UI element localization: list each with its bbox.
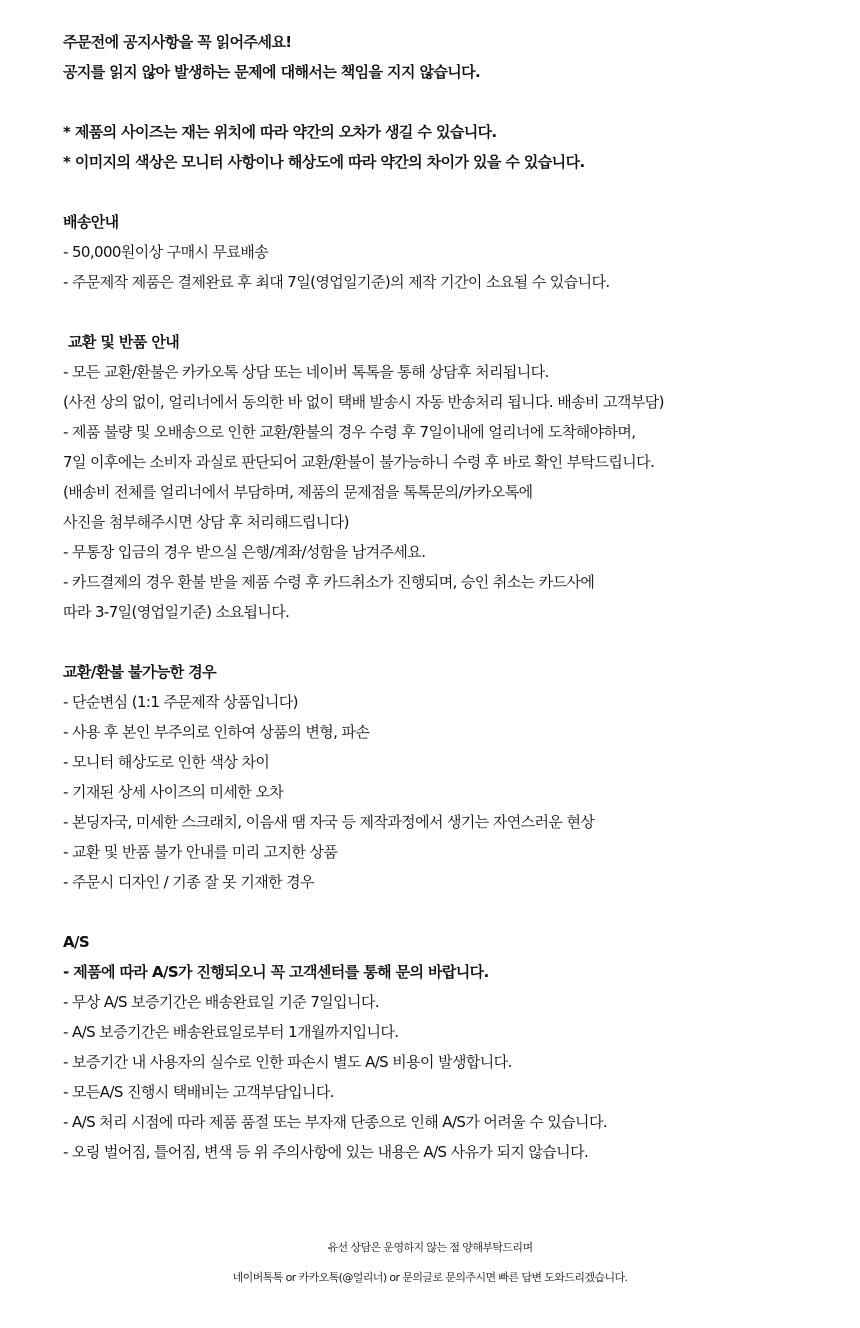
list-item: - 본딩자국, 미세한 스크래치, 이음새 땜 자국 등 제작과정에서 생기는 자연스러운 현상	[63, 813, 595, 831]
list-item: - 보증기간 내 사용자의 실수로 인한 파손시 별도 A/S 비용이 발생합니다.	[63, 1053, 512, 1071]
list-item: - 50,000원이상 구매시 무료배송	[63, 243, 269, 261]
list-item: - 기재된 상세 사이즈의 미세한 오차	[63, 783, 284, 801]
list-item: - 제품 불량 및 오배송으로 인한 교환/환불의 경우 수령 후 7일이내에 얼리너에 도착해야하며,	[63, 423, 636, 441]
list-item: - 사용 후 본인 부주의로 인하여 상품의 변형, 파손	[63, 723, 370, 741]
section-heading-shipping: 배송안내	[63, 213, 119, 231]
exchange-section	[63, 327, 843, 627]
list-item: - 무통장 입금의 경우 받으실 은행/계좌/성함을 남겨주세요.	[63, 543, 426, 561]
intro-line-1: 주문전에 공지사항을 꼭 읽어주세요!	[63, 33, 292, 51]
list-item: - 주문시 디자인 / 기종 잘 못 기재한 경우	[63, 873, 314, 891]
spacer	[63, 897, 843, 927]
list-item: - A/S 보증기간은 배송완료일로부터 1개월까지입니다.	[63, 1023, 399, 1041]
list-item: - 카드결제의 경우 환불 받을 제품 수령 후 카드취소가 진행되며, 승인 취소는 카드사에	[63, 573, 595, 591]
closing-line-2: 네이버톡톡 or 카카오톡(@얼리너) or 문의글로 문의주시면 빠른 답변 도와드리겠습니다.	[232, 1271, 628, 1284]
notice-body	[63, 27, 843, 1167]
not-allowed-section	[63, 657, 843, 897]
section-heading-exchange: 교환 및 반품 안내	[68, 333, 180, 351]
intro-line-2: 공지를 읽지 않아 발생하는 문제에 대해서는 책임을 지지 않습니다.	[63, 63, 481, 81]
list-item: - A/S 처리 시점에 따라 제품 품절 또는 부자재 단종으로 인해 A/S가 어려울 수 있습니다.	[63, 1113, 607, 1131]
section-heading-as: A/S	[63, 933, 90, 951]
spacer	[63, 87, 843, 117]
list-item: - 주문제작 제품은 결제완료 후 최대 7일(영업일기준)의 제작 기간이 소요될 수 있습니다.	[63, 273, 610, 291]
intro-line-4: * 이미지의 색상은 모니터 사항이나 해상도에 따라 약간의 차이가 있을 수 있습니다.	[63, 153, 585, 171]
list-item: - 모든A/S 진행시 택배비는 고객부담입니다.	[63, 1083, 334, 1101]
list-item: - 단순변심 (1:1 주문제작 상품입니다)	[63, 693, 298, 711]
list-item: - 무상 A/S 보증기간은 배송완료일 기준 7일입니다.	[63, 993, 379, 1011]
list-item: (사전 상의 없이, 얼리너에서 동의한 바 없이 택배 발송시 자동 반송처리 됩니다. 배송비 고객부담)	[63, 393, 664, 411]
shipping-section	[63, 207, 843, 297]
list-item: - 오링 벌어짐, 틀어짐, 변색 등 위 주의사항에 있는 내용은 A/S 사유가 되지 않습니다.	[63, 1143, 589, 1161]
list-item: - 모든 교환/환불은 카카오톡 상담 또는 네이버 톡톡을 통해 상담후 처리됩니다.	[63, 363, 549, 381]
spacer	[63, 627, 843, 657]
closing-line-1: 유선 상담은 운영하지 않는 점 양해부탁드리며	[327, 1241, 533, 1254]
as-important-line: - 제품에 따라 A/S가 진행되오니 꼭 고객센터를 통해 문의 바랍니다.	[63, 963, 489, 981]
list-item: 사진을 첨부해주시면 상담 후 처리해드립니다)	[63, 513, 349, 531]
list-item: - 모니터 해상도로 인한 색상 차이	[63, 753, 270, 771]
list-item: (배송비 전체를 얼리너에서 부담하며, 제품의 문제점을 톡톡문의/카카오톡에	[63, 483, 533, 501]
list-item: 따라 3-7일(영업일기준) 소요됩니다.	[63, 603, 290, 621]
spacer	[63, 297, 843, 327]
list-item: - 교환 및 반품 불가 안내를 미리 고지한 상품	[63, 843, 338, 861]
section-heading-not-allowed: 교환/환불 불가능한 경우	[63, 663, 217, 681]
intro-line-3: * 제품의 사이즈는 재는 위치에 따라 약간의 오차가 생길 수 있습니다.	[63, 123, 497, 141]
spacer	[63, 177, 843, 207]
as-section	[63, 927, 843, 1167]
list-item: 7일 이후에는 소비자 과실로 판단되어 교환/환불이 불가능하니 수령 후 바로 확인 부탁드립니다.	[63, 453, 655, 471]
closing-message	[0, 1233, 860, 1293]
